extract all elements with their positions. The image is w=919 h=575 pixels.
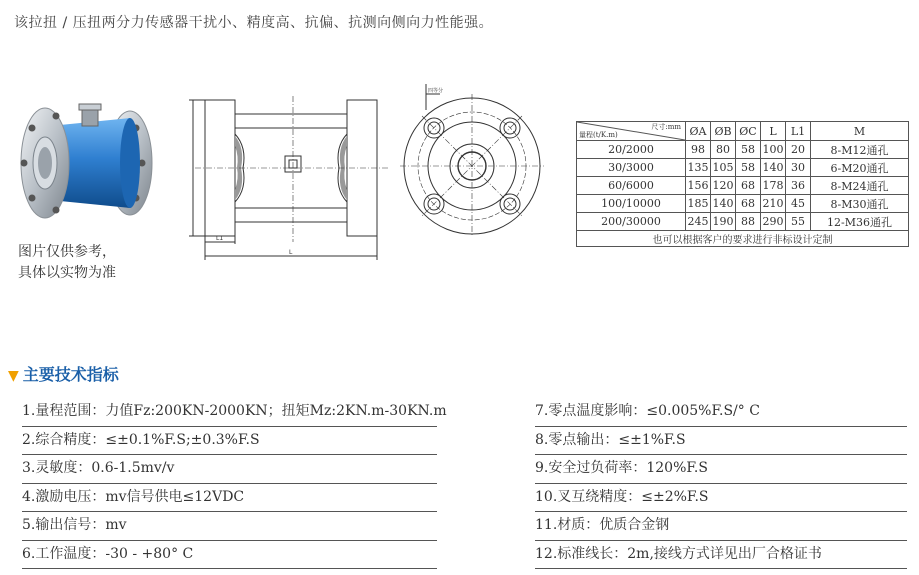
column-header: L1 <box>786 122 811 141</box>
photo-caption-line-2: 具体以实物为准 <box>18 265 116 281</box>
column-header: ØA <box>686 122 711 141</box>
spec-item: 1.量程范围：力值Fz:200KN-2000KN；扭矩Mz:2KN.m-30KN.m <box>22 398 437 427</box>
table-cell: 105 <box>711 159 736 177</box>
intro-text: 该拉扭 / 压扭两分力传感器干扰小、精度高、抗偏、抗测向侧向力性能强。 <box>14 15 494 31</box>
table-cell: 68 <box>736 195 761 213</box>
table-cell: 290 <box>761 213 786 231</box>
spec-list-right <box>535 398 907 569</box>
table-cell: 6-M20通孔 <box>811 159 909 177</box>
table-cell: 8-M24通孔 <box>811 177 909 195</box>
table-cell: 55 <box>786 213 811 231</box>
spec-item: 7.零点温度影响：≤0.005%F.S/° C <box>535 398 907 427</box>
dimension-table-header <box>577 122 909 141</box>
table-cell-range: 200/30000 <box>577 213 686 231</box>
table-cell: 36 <box>786 177 811 195</box>
table-cell: 30 <box>786 159 811 177</box>
section-title-text: 主要技术指标 <box>22 365 119 384</box>
table-cell-range: 100/10000 <box>577 195 686 213</box>
table-cell: 178 <box>761 177 786 195</box>
table-cell: 245 <box>686 213 711 231</box>
corner-label-range: 量程(t/K.m) <box>579 131 618 139</box>
table-row <box>577 177 909 195</box>
photo-caption <box>18 242 116 284</box>
table-cell: 190 <box>711 213 736 231</box>
dimension-table <box>576 121 909 247</box>
spec-list-left <box>22 398 447 569</box>
table-cell: 58 <box>736 159 761 177</box>
table-cell: 80 <box>711 141 736 159</box>
table-cell-range: 30/3000 <box>577 159 686 177</box>
column-header: M <box>811 122 909 141</box>
table-row <box>577 213 909 231</box>
table-row <box>577 141 909 159</box>
table-cell: 135 <box>686 159 711 177</box>
table-cell: 140 <box>761 159 786 177</box>
side-label-l1: L1 <box>216 235 224 242</box>
sensor-photo <box>10 88 160 228</box>
spec-item: 5.输出信号：mv <box>22 512 437 541</box>
spec-item: 2.综合精度：≤±0.1%F.S;±0.3%F.S <box>22 427 437 456</box>
table-cell-range: 20/2000 <box>577 141 686 159</box>
table-cell: 210 <box>761 195 786 213</box>
side-view-drawing <box>185 92 400 264</box>
table-note-row <box>577 231 909 247</box>
spec-item: 6.工作温度：-30 - +80° C <box>22 541 437 570</box>
table-cell: 140 <box>711 195 736 213</box>
table-cell: 100 <box>761 141 786 159</box>
photo-caption-line-1: 图片仅供参考， <box>18 244 116 260</box>
side-label-l: L <box>289 249 293 256</box>
triangle-down-icon: ▼ <box>8 368 19 384</box>
table-cell: 120 <box>711 177 736 195</box>
table-note: 也可以根据客户的要求进行非标设计定制 <box>577 231 909 247</box>
spec-item: 8.零点输出：≤±1%F.S <box>535 427 907 456</box>
column-header: ØB <box>711 122 736 141</box>
table-cell: 8-M12通孔 <box>811 141 909 159</box>
table-cell: 88 <box>736 213 761 231</box>
table-cell: 45 <box>786 195 811 213</box>
front-view-drawing <box>398 80 546 238</box>
spec-item: 4.激励电压：mv信号供电≤12VDC <box>22 484 437 513</box>
spec-item: 9.安全过负荷率：120%F.S <box>535 455 907 484</box>
column-header: L <box>761 122 786 141</box>
table-cell: 185 <box>686 195 711 213</box>
table-row <box>577 159 909 177</box>
table-cell: 156 <box>686 177 711 195</box>
section-title <box>8 362 119 385</box>
front-label-quartered: 四等分 <box>428 88 444 94</box>
spec-item: 12.标准线长：2m,接线方式详见出厂合格证书 <box>535 541 907 570</box>
spec-item: 11.材质：优质合金钢 <box>535 512 907 541</box>
table-cell: 68 <box>736 177 761 195</box>
table-cell: 8-M30通孔 <box>811 195 909 213</box>
spec-item: 10.叉互绕精度：≤±2%F.S <box>535 484 907 513</box>
column-header: ØC <box>736 122 761 141</box>
table-row <box>577 195 909 213</box>
spec-item: 3.灵敏度：0.6-1.5mv/v <box>22 455 437 484</box>
table-cell-range: 60/6000 <box>577 177 686 195</box>
corner-label-size: 尺寸:mm <box>651 123 681 131</box>
table-corner-cell <box>577 122 686 141</box>
table-cell: 12-M36通孔 <box>811 213 909 231</box>
table-cell: 58 <box>736 141 761 159</box>
table-cell: 20 <box>786 141 811 159</box>
table-cell: 98 <box>686 141 711 159</box>
